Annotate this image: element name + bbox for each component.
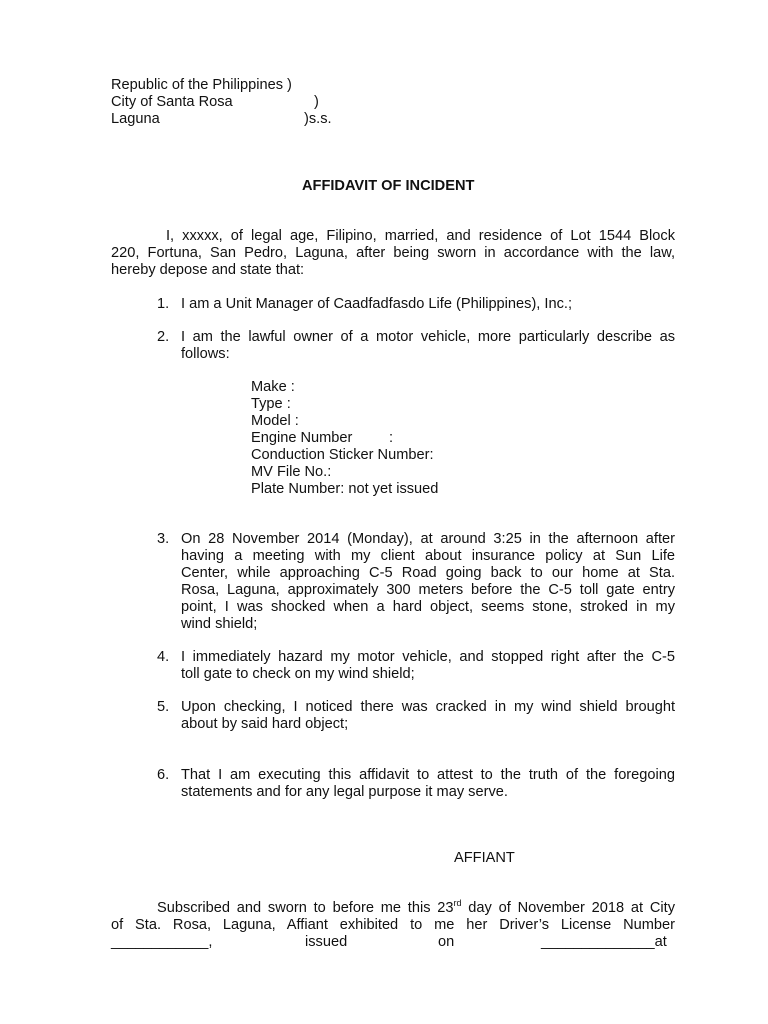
jurat-line-2: of Sta. Rosa, Laguna, Affiant exhibited to me her Driver’s License Number bbox=[111, 917, 675, 933]
venue-line-3-right: )s.s. bbox=[304, 111, 332, 127]
item-1-number: 1. bbox=[157, 296, 170, 312]
jurat-line-3-at: ______________at bbox=[541, 934, 667, 950]
vehicle-conduction-sticker: Conduction Sticker Number: bbox=[251, 447, 434, 463]
vehicle-plate-number: Plate Number: not yet issued bbox=[251, 481, 439, 497]
jurat-line-1: Subscribed and sworn to before me this 23rd day of November 2018 at City bbox=[157, 898, 675, 916]
venue-line-3-left: Laguna bbox=[111, 111, 160, 127]
intro-line-2: 220, Fortuna, San Pedro, Laguna, after being sworn in accordance with the law, bbox=[111, 245, 675, 261]
item-6-number: 6. bbox=[157, 767, 170, 783]
item-3-line-5: point, I was shocked when a hard object, seems stone, stroked in my bbox=[181, 599, 675, 615]
venue-line-2-left: City of Santa Rosa bbox=[111, 94, 233, 110]
vehicle-mv-file: MV File No.: bbox=[251, 464, 332, 480]
vehicle-model: Model : bbox=[251, 413, 299, 429]
vehicle-engine-label: Engine Number bbox=[251, 430, 353, 446]
item-2-number: 2. bbox=[157, 329, 170, 345]
item-4-line-2: toll gate to check on my wind shield; bbox=[181, 666, 415, 682]
item-3-line-4: Rosa, Laguna, approximately 300 meters before the C-5 toll gate entry bbox=[181, 582, 675, 598]
document-title: AFFIDAVIT OF INCIDENT bbox=[302, 178, 475, 194]
item-3-line-1: On 28 November 2014 (Monday), at around 3:25 in the afternoon after bbox=[181, 531, 675, 547]
intro-line-3: hereby depose and state that: bbox=[111, 262, 305, 278]
item-3-line-6: wind shield; bbox=[181, 616, 258, 632]
item-5-number: 5. bbox=[157, 699, 170, 715]
item-5-line-2: about by said hard object; bbox=[181, 716, 349, 732]
venue-line-2-right: ) bbox=[314, 94, 319, 110]
item-3-line-2: having a meeting with my client about insurance policy at Sun Life bbox=[181, 548, 675, 564]
item-1-line-1: I am a Unit Manager of Caadfadfasdo Life (Philippines), Inc.; bbox=[181, 296, 572, 312]
item-6-line-2: statements and for any legal purpose it may serve. bbox=[181, 784, 508, 800]
intro-line-1: I, xxxxx, of legal age, Filipino, married, and residence of Lot 1544 Block bbox=[166, 228, 675, 244]
item-2-line-2: follows: bbox=[181, 346, 230, 362]
item-3-line-3: Center, while approaching C-5 Road going back to our home at Sta. bbox=[181, 565, 675, 581]
item-5-line-1: Upon checking, I noticed there was cracked in my wind shield brought bbox=[181, 699, 675, 715]
item-6-line-1: That I am executing this affidavit to attest to the truth of the foregoing bbox=[181, 767, 675, 783]
venue-line-1: Republic of the Philippines ) bbox=[111, 77, 292, 93]
vehicle-engine-colon: : bbox=[389, 430, 394, 446]
item-4-line-1: I immediately hazard my motor vehicle, and stopped right after the C-5 bbox=[181, 649, 675, 665]
item-4-number: 4. bbox=[157, 649, 170, 665]
vehicle-type: Type : bbox=[251, 396, 291, 412]
item-3-number: 3. bbox=[157, 531, 170, 547]
jurat-line-3-issued: issued bbox=[305, 934, 348, 950]
item-2-line-1: I am the lawful owner of a motor vehicle, more particularly describe as bbox=[181, 329, 675, 345]
affiant-label: AFFIANT bbox=[454, 850, 515, 866]
jurat-line-3-on: on bbox=[438, 934, 455, 950]
vehicle-make: Make : bbox=[251, 379, 295, 395]
jurat-line-3-blank: ____________, bbox=[111, 934, 213, 950]
